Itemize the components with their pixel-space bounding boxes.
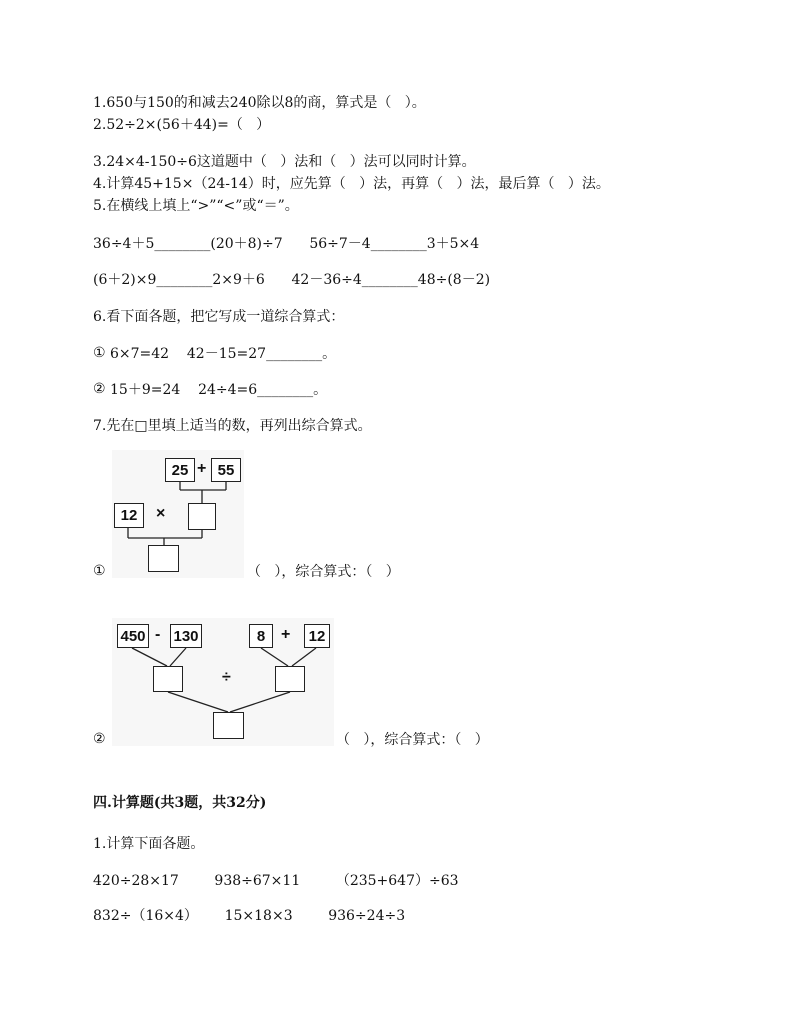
marker-two: ② [93, 381, 106, 397]
section-4-question-1: 1.计算下面各题。 [93, 836, 205, 852]
question-3: 3.24×4-150÷6这道题中（ ）法和（ ）法可以同时计算。 [93, 154, 476, 170]
diagram-2-box-8: 8 [249, 624, 273, 648]
diagram-1-box-12: 12 [114, 503, 144, 528]
diagram-1-answer-text: （ ），综合算式：（ ） [247, 564, 400, 580]
section-4-row-2: 832÷（16×4） 15×18×3 936÷24÷3 [93, 908, 406, 924]
diagram-1-box-25: 25 [165, 458, 195, 482]
marker-one: ① [93, 345, 106, 361]
diagram-1-plus: + [197, 460, 207, 477]
diagram-2-answer-box-difference[interactable] [153, 666, 183, 692]
diagram-2-answer-text: （ ），综合算式：（ ） [336, 732, 489, 748]
diagram-2-box-450: 450 [117, 624, 149, 648]
section-4-heading: 四.计算题(共3题，共32分) [93, 795, 267, 811]
diagram-2-plus: + [281, 626, 291, 643]
question-5: 5.在横线上填上“>”“<”或“＝”。 [93, 198, 299, 214]
question-6-item-2: 15＋9=24 24÷4=6________。 [110, 382, 328, 398]
diagram-2-answer-box-sum[interactable] [275, 666, 305, 692]
question-2: 2.52÷2×(56＋44)=（ ） [93, 117, 271, 133]
question-6-item-1: 6×7=42 42－15=27________。 [110, 346, 337, 362]
diagram-1-box-55: 55 [211, 458, 241, 482]
question-7: 7.先在□里填上适当的数，再列出综合算式。 [93, 418, 372, 434]
question-1: 1.650与150的和减去240除以8的商，算式是（ ）。 [93, 95, 426, 111]
diagram-2-marker: ② [93, 731, 106, 747]
diagram-2-divide: ÷ [222, 669, 231, 686]
section-4-row-1: 420÷28×17 938÷67×11 （235+647）÷63 [93, 873, 459, 889]
diagram-2-minus: - [155, 626, 161, 643]
question-4: 4.计算45+15×（24-14）时，应先算（ ）法，再算（ ）法，最后算（ ）法。 [93, 176, 610, 192]
question-6: 6.看下面各题，把它写成一道综合算式： [93, 309, 345, 325]
question-5-row-2: (6＋2)×9________2×9＋6 42－36÷4________48÷(8－2) [93, 272, 491, 288]
diagram-1-marker: ① [93, 563, 106, 579]
question-5-row-1: 36÷4＋5________(20＋8)÷7 56÷7－4________3＋5×4 [93, 236, 480, 252]
diagram-2-box-130: 130 [170, 624, 202, 648]
diagram-2-answer-box-quotient[interactable] [213, 712, 244, 739]
diagram-1-times: × [156, 505, 166, 522]
diagram-2-box-12: 12 [304, 624, 330, 648]
